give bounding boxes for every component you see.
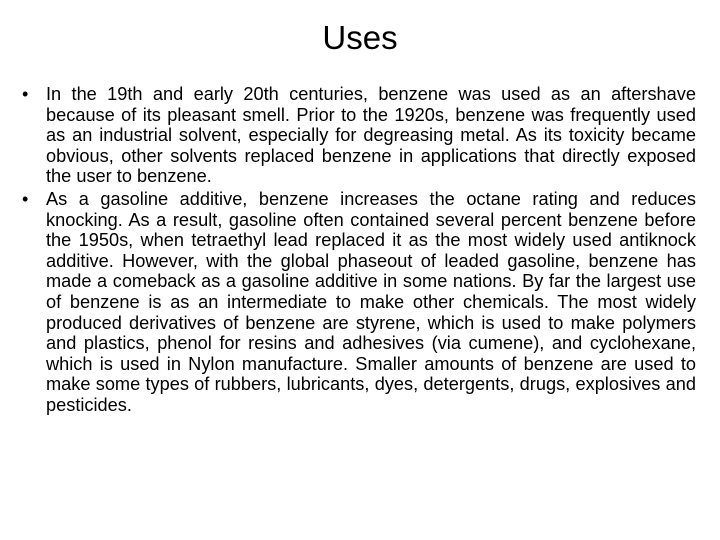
bullet-icon [22, 84, 36, 105]
bullet-text: As a gasoline additive, benzene increases the octane rating and reduces knocking. As a result, gasoline often contained several percent benzene before the 1950s, when tetraethyl lead replaced it as the most widely used antiknock additive. However, with the global phaseout of leaded gasoline, benzene has made a comeback as a gasoline additive in some nations. By far the largest use of benzene is as an intermediate to make other chemicals. The most widely produced derivatives of benzene are styrene, which is used to make polymers and plastics, phenol for resins and adhesives (via cumene), and cyclohexane, which is used in Nylon manufacture. Smaller amounts of benzene are used to make some types of rubbers, lubricants, dyes, detergents, drugs, explosives and pesticides. [46, 188, 696, 415]
bullet-item-aftershave-solvent [22, 84, 696, 187]
bullet-list [22, 84, 696, 418]
bullet-icon [22, 189, 36, 210]
bullet-text: In the 19th and early 20th centuries, benzene was used as an aftershave because of its pleasant smell. Prior to the 1920s, benzene was frequently used as an industrial solvent, especially for degreasing metal. As its toxicity became obvious, other solvents replaced benzene in applications that directly exposed the user to benzene. [46, 84, 696, 187]
bullet-item-gasoline-additive [22, 189, 696, 416]
slide-title: Uses [322, 19, 398, 56]
